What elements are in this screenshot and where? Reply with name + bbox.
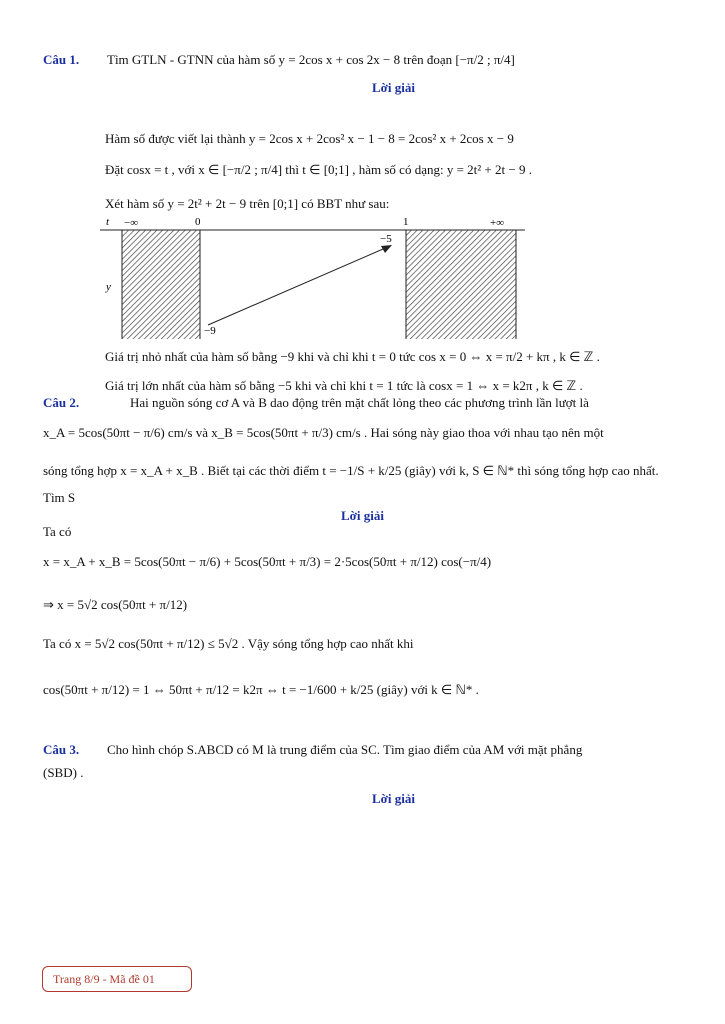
y-value-top: −5 <box>380 233 392 245</box>
q2-sol1: Ta có <box>43 524 72 539</box>
q2-sol3: ⇒ x = 5√2 cos(50πt + π/12) <box>43 597 188 612</box>
q3-text1: Cho hình chóp S.ABCD có M là trung điểm của SC. Tìm giao điểm của AM với mặt phẳng <box>107 742 583 757</box>
variation-table <box>100 213 530 341</box>
q1-line1: Hàm số được viết lại thành y = 2cos x + 2cos² x − 1 − 8 = 2cos² x + 2cos x − 9 <box>105 131 514 146</box>
row-label-y: y <box>106 281 111 293</box>
q2-text2: x_A = 5cos(50πt − π/6) cm/s và x_B = 5cos(50πt + π/3) cm/s . Hai sóng này giao thoa với nhau tạo nên một <box>43 425 604 440</box>
q2-label: Câu 2. <box>43 395 80 410</box>
page-footer: Trang 8/9 - Mã đề 01 <box>42 966 192 992</box>
increase-arrow <box>208 246 390 325</box>
q3-label: Câu 3. <box>43 742 80 757</box>
q1-max-line: Giá trị lớn nhất của hàm số bằng −5 khi và chỉ khi t = 1 tức là cosx = 1 ⇔ x = k2π , k ∈ ℤ . <box>105 378 583 393</box>
q2-text3: sóng tổng hợp x = x_A + x_B . Biết tại các thời điểm t = −1/S + k/25 (giây) với k, S ∈ ℕ* thì sóng tổng hợp cao nhất. <box>43 463 659 478</box>
t-zero: 0 <box>195 216 201 228</box>
q2-sol2: x = x_A + x_B = 5cos(50πt − π/6) + 5cos(50πt + π/3) = 2·5cos(50πt + π/12) cos(−π/4) <box>43 554 492 569</box>
q1-line2: Đặt cosx = t , với x ∈ [−π/2 ; π/4] thì t ∈ [0;1] , hàm số có dạng: y = 2t² + 2t − 9 . <box>105 162 532 177</box>
q2-sol4: Ta có x = 5√2 cos(50πt + π/12) ≤ 5√2 . Vậy sóng tổng hợp cao nhất khi <box>43 636 414 651</box>
q1-line3: Xét hàm số y = 2t² + 2t − 9 trên [0;1] có BBT như sau: <box>105 196 390 211</box>
q3-solution-title: Lời giải <box>372 791 415 806</box>
hatched-region-left <box>122 230 200 339</box>
q2-solution-title: Lời giải <box>341 508 384 523</box>
row-label-t: t <box>106 216 110 228</box>
q2-text1: Hai nguồn sóng cơ A và B dao động trên mặt chất lỏng theo các phương trình lần lượt là <box>130 395 589 410</box>
t-one: 1 <box>403 216 409 228</box>
q1-solution-title: Lời giải <box>372 80 415 95</box>
q3-text2: (SBD) . <box>43 765 84 780</box>
q2-text4: Tìm S <box>43 490 76 505</box>
q1-min-line: Giá trị nhỏ nhất của hàm số bằng −9 khi và chỉ khi t = 0 tức cos x = 0 ⇔ x = π/2 + kπ , k ∈ ℤ . <box>105 349 600 364</box>
t-minus-infinity: −∞ <box>124 217 139 229</box>
hatched-region-right <box>406 230 516 339</box>
t-plus-infinity: +∞ <box>490 217 505 229</box>
q1-label: Câu 1. <box>43 52 80 67</box>
y-value-bottom: −9 <box>204 325 216 337</box>
q1-text: Tìm GTLN - GTNN của hàm số y = 2cos x + cos 2x − 8 trên đoạn [−π/2 ; π/4] <box>107 52 515 67</box>
q2-sol5: cos(50πt + π/12) = 1 ⇔ 50πt + π/12 = k2π ⇔ t = −1/600 + k/25 (giây) với k ∈ ℕ* . <box>43 682 479 697</box>
